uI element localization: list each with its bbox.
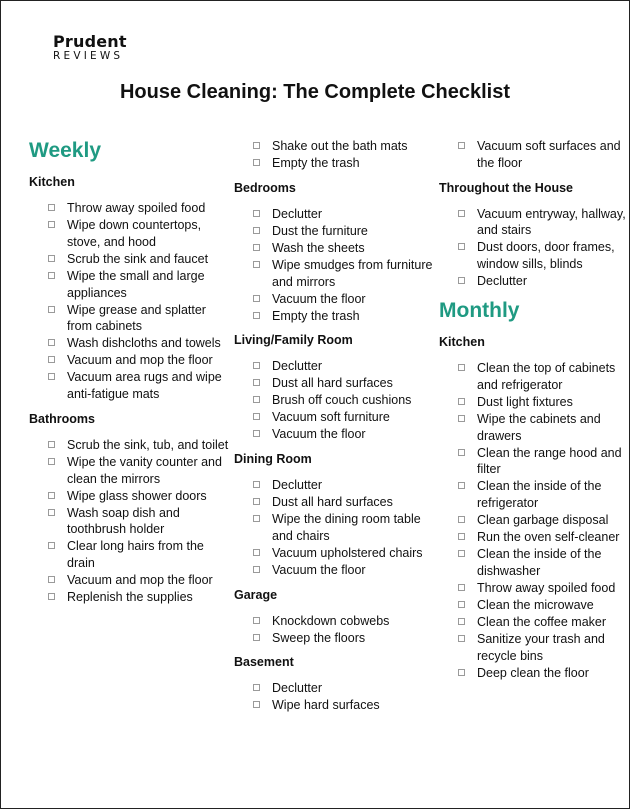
logo-wordmark: Prudent <box>53 32 127 51</box>
checklist-item <box>439 512 629 529</box>
checkbox-icon[interactable] <box>458 584 465 591</box>
checklist-item <box>29 505 229 539</box>
checkbox-icon[interactable] <box>253 498 260 505</box>
checkbox-icon[interactable] <box>458 415 465 422</box>
weekly-garage-heading: Garage <box>234 587 278 602</box>
checkbox-icon[interactable] <box>458 142 465 149</box>
checklist-item <box>234 511 434 545</box>
checkbox-icon[interactable] <box>253 515 260 522</box>
checklist-item <box>439 665 629 682</box>
checkbox-icon[interactable] <box>253 566 260 573</box>
checklist-item <box>29 200 229 217</box>
weekly-bedrooms-heading: Bedrooms <box>234 180 296 195</box>
checklist-item-label: Vacuum entryway, hallway, and stairs <box>477 206 626 238</box>
checkbox-icon[interactable] <box>48 373 55 380</box>
checklist-item-label: Clean the inside of the refrigerator <box>477 479 602 511</box>
checkbox-icon[interactable] <box>48 593 55 600</box>
checklist-item-label: Vacuum the floor <box>272 291 366 306</box>
checkbox-icon[interactable] <box>458 618 465 625</box>
checklist-item <box>234 545 434 562</box>
checklist-item <box>234 426 434 443</box>
weekly-living-list <box>234 358 434 443</box>
checklist-item <box>234 613 434 630</box>
weekly-dining-heading: Dining Room <box>234 452 312 467</box>
checklist-item <box>234 392 434 409</box>
column-2 <box>234 138 434 722</box>
weekly-kitchen-heading: Kitchen <box>29 175 75 189</box>
checklist-item-label: Clean the inside of the dishwasher <box>477 547 602 578</box>
checklist-item <box>29 335 229 352</box>
checklist-item <box>439 411 629 445</box>
checklist-item <box>29 251 229 268</box>
checklist-item-label: Throw away spoiled food <box>477 580 616 595</box>
logo-subtitle: REVIEWS <box>53 50 124 62</box>
checklist-item <box>29 352 229 369</box>
checkbox-icon[interactable] <box>458 277 465 284</box>
checkbox-icon[interactable] <box>253 142 260 149</box>
checklist-item-label: Run the oven self-cleaner <box>477 530 620 545</box>
checkbox-icon[interactable] <box>253 684 260 691</box>
checkbox-icon[interactable] <box>253 261 260 268</box>
checklist-item-label: Clean the coffee maker <box>477 614 607 629</box>
checkbox-icon[interactable] <box>253 396 260 403</box>
checklist-item-label: Empty the trash <box>272 155 360 170</box>
checkbox-icon[interactable] <box>48 509 55 516</box>
checklist-item-label: Knockdown cobwebs <box>272 613 390 628</box>
checklist-item-label: Clean the top of cabinets and refrigerator <box>477 360 616 392</box>
checklist-item-label: Vacuum and mop the floor <box>67 573 213 588</box>
checklist-item <box>234 375 434 392</box>
checklist-item-label: Wipe the cabinets and drawers <box>477 411 601 443</box>
checklist-item <box>234 697 434 714</box>
checkbox-icon[interactable] <box>458 364 465 371</box>
checklist-item-label: Clean the range hood and filter <box>477 445 622 477</box>
checklist-item-label: Vacuum and mop the floor <box>67 353 213 368</box>
checklist-item-label: Wipe the small and large appliances <box>67 268 205 300</box>
checklist-item <box>234 680 434 697</box>
checklist-item <box>234 291 434 308</box>
column-1 <box>29 138 229 614</box>
checklist-item-label: Wipe the dining room table and chairs <box>272 512 421 543</box>
checklist-item <box>439 614 629 631</box>
checklist-item-label: Declutter <box>272 681 323 696</box>
checklist-item <box>29 488 229 505</box>
weekly-bathrooms-list <box>29 437 229 606</box>
checklist-item <box>234 223 434 240</box>
weekly-throughout-list <box>439 206 629 290</box>
checklist-item-label: Clean the microwave <box>477 597 594 612</box>
checkbox-icon[interactable] <box>253 549 260 556</box>
checkbox-icon[interactable] <box>253 159 260 166</box>
checklist-item <box>439 546 629 580</box>
checklist-item <box>29 538 229 572</box>
checklist-item-label: Dust the furniture <box>272 223 368 238</box>
checklist-item-label: Wipe glass shower doors <box>67 488 207 503</box>
checkbox-icon[interactable] <box>253 379 260 386</box>
checklist-item <box>29 217 229 251</box>
checkbox-icon[interactable] <box>253 227 260 234</box>
checklist-item-label: Vacuum the floor <box>272 427 366 442</box>
checkbox-icon[interactable] <box>458 449 465 456</box>
checkbox-icon[interactable] <box>253 481 260 488</box>
checklist-item-label: Declutter <box>272 206 323 221</box>
checkbox-icon[interactable] <box>48 204 55 211</box>
checklist-item <box>29 302 229 336</box>
checklist-item <box>439 239 629 273</box>
checklist-item <box>234 477 434 494</box>
checkbox-icon[interactable] <box>48 458 55 465</box>
checklist-item-label: Vacuum area rugs and wipe anti-fatigue mats <box>67 370 222 402</box>
weekly-basement-list <box>234 680 434 714</box>
weekly-bathrooms-heading: Bathrooms <box>29 411 95 426</box>
checklist-item-label: Shake out the bath mats <box>272 139 408 153</box>
checkbox-icon[interactable] <box>253 295 260 302</box>
checklist-item-label: Wipe the vanity counter and clean the mirrors <box>67 454 222 486</box>
checklist-item <box>439 580 629 597</box>
checkbox-icon[interactable] <box>48 272 55 279</box>
checklist-item <box>439 360 629 394</box>
checklist-item-label: Wipe hard surfaces <box>272 698 380 713</box>
checklist-item <box>234 155 434 172</box>
checklist-item-label: Vacuum the floor <box>272 562 366 577</box>
checklist-item <box>439 478 629 512</box>
checklist-item <box>234 358 434 375</box>
weekly-throughout-heading: Throughout the House <box>439 180 574 195</box>
checklist-item-label: Declutter <box>477 274 528 289</box>
checkbox-icon[interactable] <box>48 542 55 549</box>
checklist-item-label: Dust doors, door frames, window sills, blinds <box>477 240 615 272</box>
checkbox-icon[interactable] <box>48 576 55 583</box>
checklist-item <box>234 409 434 426</box>
monthly-kitchen-list <box>439 360 629 681</box>
checklist-item <box>234 206 434 223</box>
checklist-item-label: Dust all hard surfaces <box>272 495 393 510</box>
checklist-item <box>29 589 229 606</box>
checkbox-icon[interactable] <box>48 339 55 346</box>
checklist-item <box>234 257 434 291</box>
weekly-bathrooms-list-continued <box>234 138 434 172</box>
weekly-dining-list <box>234 477 434 579</box>
checklist-item <box>439 138 629 172</box>
weekly-heading: Weekly <box>29 139 101 162</box>
monthly-heading: Monthly <box>439 298 520 322</box>
checklist-item <box>29 454 229 488</box>
checkbox-icon[interactable] <box>48 306 55 313</box>
checklist-item-label: Wash soap dish and toothbrush holder <box>67 505 180 537</box>
checkbox-icon[interactable] <box>253 312 260 319</box>
checklist-item-label: Vacuum soft surfaces and the floor <box>477 139 621 170</box>
checklist-item-label: Scrub the sink, tub, and toilet <box>67 437 229 452</box>
checklist-item <box>234 138 434 155</box>
weekly-bedrooms-list <box>234 206 434 325</box>
checklist-item <box>234 240 434 257</box>
checklist-item-label: Dust all hard surfaces <box>272 376 393 391</box>
checklist-item <box>439 394 629 411</box>
checkbox-icon[interactable] <box>253 430 260 437</box>
checkbox-icon[interactable] <box>48 356 55 363</box>
checklist-item-label: Vacuum upholstered chairs <box>272 545 423 560</box>
checklist-item-label: Wash dishcloths and towels <box>67 336 221 351</box>
weekly-kitchen-list <box>29 200 229 403</box>
checklist-item-label: Clear long hairs from the drain <box>67 539 204 571</box>
checkbox-icon[interactable] <box>253 413 260 420</box>
checklist-item <box>234 308 434 325</box>
checklist-item-label: Wipe smudges from furniture and mirrors <box>272 257 433 289</box>
checkbox-icon[interactable] <box>458 669 465 676</box>
checkbox-icon[interactable] <box>458 635 465 642</box>
checkbox-icon[interactable] <box>253 362 260 369</box>
weekly-living-heading: Living/Family Room <box>234 333 353 348</box>
checklist-item <box>439 597 629 614</box>
checklist-item <box>439 273 629 290</box>
checklist-item <box>29 572 229 589</box>
weekly-basement-list-continued <box>439 138 629 172</box>
checkbox-icon[interactable] <box>458 533 465 540</box>
checklist-item-label: Brush off couch cushions <box>272 393 412 408</box>
checklist-item-label: Sanitize your trash and recycle bins <box>477 631 605 663</box>
checklist-item <box>234 630 434 647</box>
checkbox-icon[interactable] <box>458 550 465 557</box>
checklist-item-label: Vacuum soft furniture <box>272 410 390 425</box>
checklist-item-label: Wipe down countertops, stove, and hood <box>67 217 202 249</box>
weekly-basement-heading: Basement <box>234 655 294 670</box>
checklist-item-label: Empty the trash <box>272 308 360 323</box>
checklist-item <box>439 529 629 546</box>
checklist-item <box>234 562 434 579</box>
column-3 <box>439 138 629 689</box>
checkbox-icon[interactable] <box>48 441 55 448</box>
checklist-item-label: Declutter <box>272 359 323 374</box>
checkbox-icon[interactable] <box>48 492 55 499</box>
checkbox-icon[interactable] <box>253 634 260 641</box>
checkbox-icon[interactable] <box>253 617 260 624</box>
page-title: House Cleaning: The Complete Checklist <box>119 81 511 103</box>
checkbox-icon[interactable] <box>48 255 55 262</box>
checklist-item <box>29 437 229 454</box>
checkbox-icon[interactable] <box>48 221 55 228</box>
checklist-item-label: Dust light fixtures <box>477 394 573 409</box>
checkbox-icon[interactable] <box>253 210 260 217</box>
monthly-kitchen-heading: Kitchen <box>439 334 485 349</box>
checklist-item-label: Replenish the supplies <box>67 590 193 605</box>
checklist-item <box>439 206 629 240</box>
checklist-item-label: Deep clean the floor <box>477 665 589 680</box>
checklist-item <box>234 494 434 511</box>
checklist-item <box>29 369 229 403</box>
checklist-item <box>439 631 629 665</box>
checklist-item-label: Wipe grease and splatter from cabinets <box>67 302 206 334</box>
checklist-item <box>439 445 629 479</box>
checkbox-icon[interactable] <box>253 244 260 251</box>
checkbox-icon[interactable] <box>458 398 465 405</box>
checkbox-icon[interactable] <box>458 243 465 250</box>
checklist-item-label: Sweep the floors <box>272 630 366 645</box>
checklist-item-label: Clean garbage disposal <box>477 513 609 528</box>
checklist-item-label: Throw away spoiled food <box>67 201 206 215</box>
weekly-garage-list <box>234 613 434 647</box>
checkbox-icon[interactable] <box>458 601 465 608</box>
checklist-item-label: Declutter <box>272 478 323 493</box>
checkbox-icon[interactable] <box>458 210 465 217</box>
checklist-item <box>29 268 229 302</box>
checkbox-icon[interactable] <box>458 482 465 489</box>
checkbox-icon[interactable] <box>458 516 465 523</box>
checklist-item-label: Wash the sheets <box>272 240 365 255</box>
checklist-item-label: Scrub the sink and faucet <box>67 251 209 266</box>
checkbox-icon[interactable] <box>253 701 260 708</box>
brand-logo <box>53 33 127 63</box>
